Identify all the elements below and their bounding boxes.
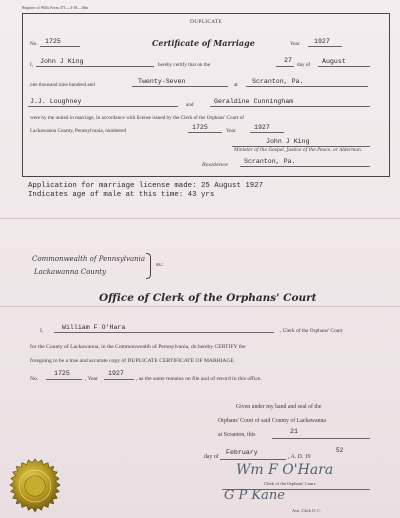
certificate-year: 1927 — [314, 38, 330, 45]
i-label: I, — [30, 62, 34, 68]
copy-number: 1725 — [54, 370, 70, 377]
seal-month: February — [226, 449, 258, 456]
duplicate-label: DUPLICATE — [190, 19, 223, 25]
clerk-signature: Wm F O'Hara — [236, 462, 334, 478]
county-label: Lackawanna County — [34, 268, 107, 276]
application-date-line: Application for marriage license made: 25 August 1927 — [28, 182, 264, 190]
license-text-line1: were by me united in marriage, in accordance with license issued by the Clerk of the Orphans' Court of — [30, 115, 244, 121]
marriage-place: Scranton, Pa. — [252, 78, 304, 85]
brace — [146, 253, 151, 279]
gold-seal-icon — [6, 458, 64, 514]
and-label: and — [186, 102, 194, 108]
given-line3: at Scranton, this — [218, 432, 256, 438]
residence: Scranton, Pa. — [244, 158, 296, 165]
body-line1: for the County of Lackawanna, in the Commonwealth of Pennsylvania, do hereby CERTIFY the — [30, 344, 246, 350]
license-year-label: Year — [226, 128, 236, 134]
day-of-label-2: day of — [204, 454, 219, 460]
minister-title: Minister of the Gospel, Justice of the Peace, or Alderman. — [234, 148, 363, 153]
number-label: No. — [30, 41, 38, 47]
body-line2: foregoing to be a true and accurate copy of DUPLICATE CERTIFICATE OF MARRIAGE — [30, 358, 234, 364]
residence-label: Residence — [202, 162, 229, 168]
certify-text: hereby certify that on the — [158, 62, 211, 68]
body-line3: , as the same remains on file and of record in this office. — [136, 376, 262, 382]
clerk-title: Clerk of the Orphans' Court. — [264, 481, 317, 486]
marriage-day: 27 — [284, 57, 292, 64]
certificate-title: Certificate of Marriage — [152, 38, 255, 48]
marriage-month: August — [322, 58, 346, 65]
day-of-label: day of — [297, 62, 311, 68]
year-prefix-text: one thousand nine hundred and — [30, 82, 95, 88]
assistant-title: Asst. Clerk O. C. — [292, 508, 321, 513]
assistant-signature: G P Kane — [224, 488, 285, 503]
license-text-line2: Lackawanna County, Pennsylvania, numbered — [30, 128, 127, 134]
year-label-2: , Year — [85, 376, 98, 382]
ad-label: , A. D. 19 — [288, 454, 311, 460]
groom-name: J.J. Loughney — [30, 98, 82, 105]
given-line1: Given under my hand and seal of the — [236, 404, 322, 410]
male-age-line: Indicates age of male at this time: 43 yrs — [28, 191, 215, 199]
minister-name: John J King — [40, 58, 84, 65]
bride-name: Geraldine Cunningham — [214, 98, 294, 105]
seal-day: 21 — [290, 428, 298, 435]
year-label: Year — [290, 41, 300, 47]
clerk-name: William F O'Hara — [62, 324, 126, 331]
form-register-number: Register of Wills Form 471—4-18—10m — [22, 5, 89, 10]
copy-year: 1927 — [108, 370, 124, 377]
at-label: at — [234, 82, 238, 88]
certificate-number: 1725 — [45, 38, 61, 45]
license-year: 1927 — [254, 124, 270, 131]
commonwealth-label: Commonwealth of Pennsylvania — [32, 255, 146, 263]
i-label-2: I, — [40, 328, 44, 334]
no-label-2: No. — [30, 376, 39, 382]
license-number: 1725 — [192, 124, 208, 131]
year-words: Twenty-Seven — [138, 78, 186, 85]
given-line2: Orphans' Court of said County of Lackawanna — [218, 418, 326, 424]
minister-signature: John J King — [266, 138, 310, 145]
ss-label: ss.: — [156, 262, 164, 268]
seal-year: 52 — [336, 447, 344, 454]
clerk-of-court-text: , Clerk of the Orphans' Court — [280, 328, 343, 334]
office-title: Office of Clerk of the Orphans' Court — [99, 292, 317, 304]
